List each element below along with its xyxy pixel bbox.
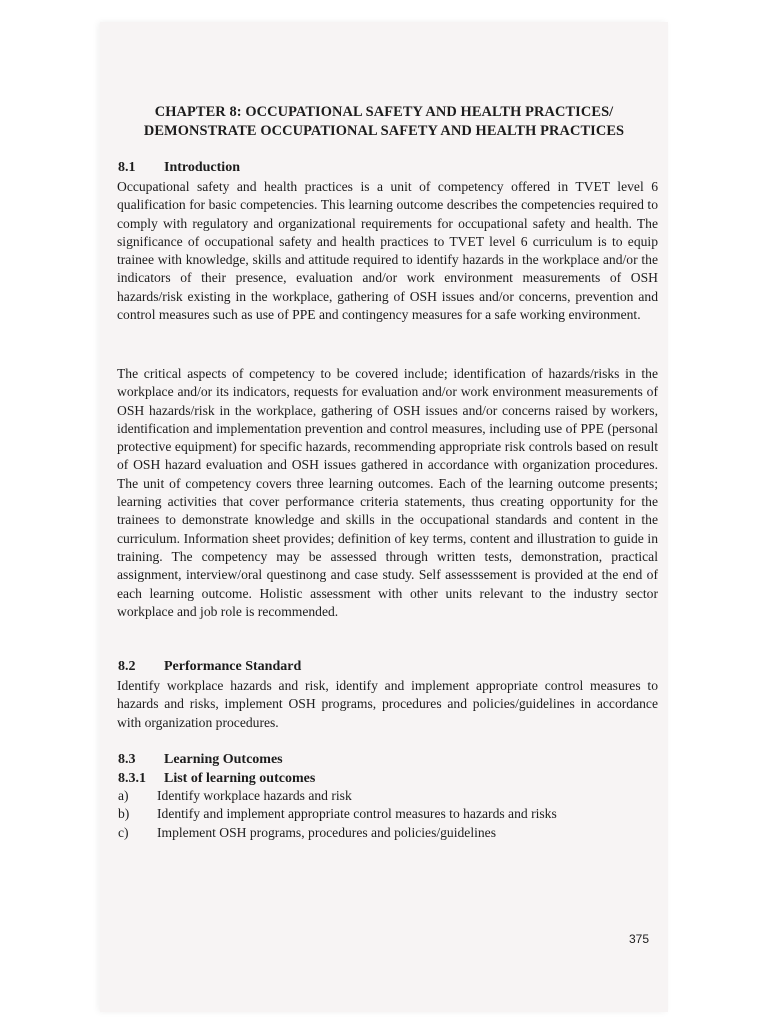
intro-paragraph-1: Occupational safety and health practices is a unit of competency offered in TVET level 6 qualification for basic competencies. This learning outcome describes the competencies required to comply with regulatory and organizational requirements for occupational safety and health. The significance of occupational safety and health practices to TVET level 6 curriculum is to equip trainee with knowledge, skills and attitude required to identify hazards in the workplace and/or the indicators of their presence, evaluation and/or work environment measurements of OSH hazards/risk existing in the workplace, gathering of OSH issues and/or concerns, prevention and control measures such as use of PPE and contingency measures for a safe working environment. <box>117 179 658 323</box>
learning-outcomes-list <box>118 787 557 842</box>
list-item <box>118 787 557 805</box>
section-number: 8.3 <box>118 752 136 767</box>
section-title: Learning Outcomes <box>164 752 283 767</box>
list-item-text: Implement OSH programs, procedures and policies/guidelines <box>157 824 497 840</box>
list-item <box>118 805 557 823</box>
section-title: Performance Standard <box>164 659 302 674</box>
list-item-text: Identify and implement appropriate control measures to hazards and risks <box>157 806 557 822</box>
list-item <box>118 824 557 842</box>
document-page <box>100 22 668 1012</box>
section-8-2-heading <box>118 658 301 676</box>
list-item-text: Identify workplace hazards and risk <box>157 788 352 803</box>
section-number: 8.1 <box>118 160 136 175</box>
section-8-3-1-heading <box>118 770 315 788</box>
list-item-letter: c) <box>118 824 129 840</box>
chapter-title <box>100 103 668 141</box>
list-item-letter: b) <box>118 806 130 822</box>
performance-paragraph: Identify workplace hazards and risk, identify and implement appropriate control measures to hazards and risks, implement OSH programs, procedures and policies/guidelines in accordance with organization procedures. <box>117 678 658 730</box>
page-number: 375 <box>629 932 650 946</box>
section-8-1-heading <box>118 159 240 177</box>
section-number: 8.2 <box>118 659 136 674</box>
intro-paragraph-2: The critical aspects of competency to be covered include; identification of hazards/risks in the workplace and/or its indicators, requests for evaluation and/or work environment measurements of OSH hazards/risk in the workplace, gathering of OSH issues and/or concerns raised by workers, identification and implementation prevention and control measures, including use of PPE (personal protective equipment) for specific hazards, recommending appropriate risk controls based on result of OSH hazard evaluation and OSH issues gathered in accordance with organization procedures. The unit of competency covers three learning outcomes. Each of the learning outcome presents; learning activities that cover performance criteria statements, thus creating opportunity for the trainees to demonstrate knowledge and skills in the occupational standards and content in the curriculum. Information sheet provides; definition of key terms, content and illustration to guide in training. The competency may be assessed through written tests, demonstration, practical assignment, interview/oral questinong and case study. Self assesssement is provided at the end of each learning outcome. Holistic assessment with other units relevant to the industry sector workplace and job role is recommended. <box>117 366 658 619</box>
chapter-title-line-2: DEMONSTRATE OCCUPATIONAL SAFETY AND HEALTH PRACTICES <box>143 123 625 139</box>
chapter-title-line-1: CHAPTER 8: OCCUPATIONAL SAFETY AND HEALTH PRACTICES/ <box>154 104 614 120</box>
section-title: Introduction <box>164 160 240 175</box>
section-8-3-heading <box>118 751 283 769</box>
section-number: 8.3.1 <box>118 771 146 786</box>
section-title: List of learning outcomes <box>164 771 316 786</box>
list-item-letter: a) <box>118 788 129 803</box>
